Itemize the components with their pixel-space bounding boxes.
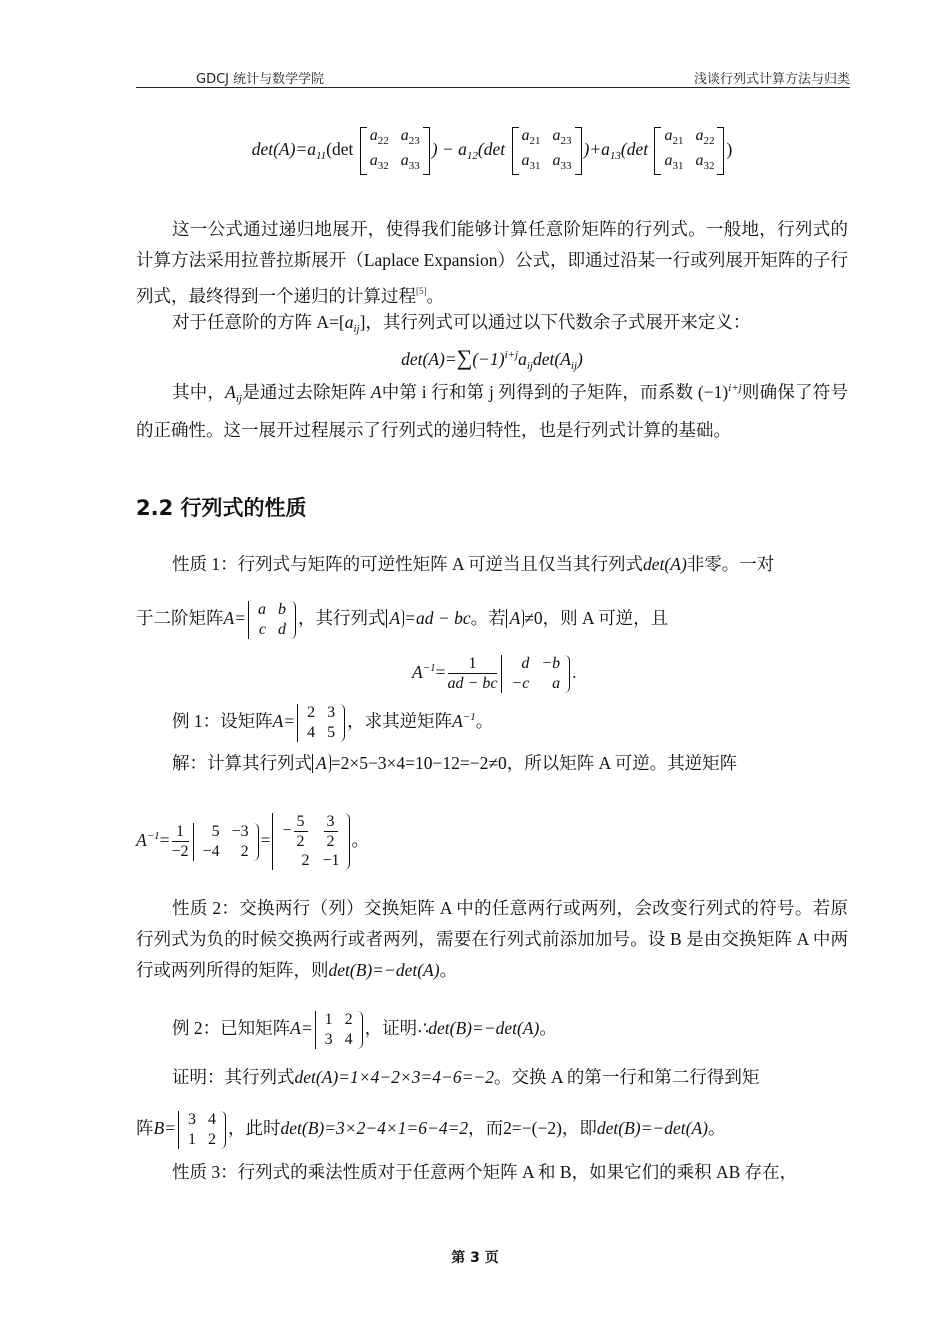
formula-end: ): [726, 139, 733, 160]
sol1-r22: −1: [322, 852, 340, 870]
sol1-result-matrix: [272, 812, 349, 871]
inv-frac-num: 1: [448, 654, 498, 674]
minor-matrix-3: [654, 126, 724, 176]
inv-matrix: [501, 654, 570, 694]
example-1: [172, 695, 848, 743]
inv-A: A: [412, 662, 423, 682]
sol1-r12-den: 2: [326, 833, 335, 851]
proof-m4: det(B)=−det(A): [596, 1118, 708, 1138]
inv-eq: =: [435, 662, 446, 682]
ex2-matrix: [315, 1010, 363, 1050]
sol1-r11: [276, 812, 315, 851]
ex1-matrix: [297, 703, 345, 743]
property-1-line2: [136, 596, 848, 640]
sol1-m11: 5: [211, 822, 220, 840]
matrix-entry-subscript: 22: [703, 135, 715, 147]
sol1-m12: −3: [231, 822, 249, 840]
section-heading-2-2: 2.2 行列式的性质: [136, 496, 307, 520]
proof-line1: [172, 1062, 848, 1093]
p3-Aij: A: [225, 382, 236, 402]
matrix-entry-subscript: 31: [672, 160, 684, 172]
paragraph-laplace: [136, 214, 848, 312]
formula-a11: a: [307, 139, 316, 160]
solution-1-inverse: [136, 800, 848, 876]
paragraph-laplace-end: 。: [426, 286, 444, 306]
sol1-r12: [316, 812, 346, 851]
matrix-entry-subscript: 32: [703, 160, 715, 172]
inv-m12: −b: [541, 654, 561, 672]
ex2-A-eq: A=: [290, 1018, 313, 1038]
prop1-t1: 性质 1：行列式与矩阵的可逆性矩阵 A 可逆当且仅当其行列式: [172, 554, 644, 574]
matrix-entry-letter: a: [552, 152, 561, 169]
prop2-last2: 。: [439, 960, 458, 980]
matrix-entry-letter: a: [664, 152, 673, 169]
p2-aij: a: [344, 312, 354, 332]
proof-m12: 4: [208, 1110, 216, 1128]
proof-line2: [136, 1106, 848, 1150]
sum-a: a: [518, 349, 527, 369]
matrix-entry-letter: a: [369, 152, 378, 169]
proof-t5: ，而: [468, 1118, 504, 1138]
formula-a11-sub: 11: [315, 150, 327, 163]
prop1-t5: 。若: [470, 608, 506, 628]
property-2: [136, 893, 848, 986]
sol1-eq2: =: [260, 830, 271, 850]
m2-21: [516, 151, 547, 176]
matrix-entry-subscript: 31: [529, 160, 541, 172]
sum-close: ): [577, 349, 583, 369]
m1-22: [395, 151, 426, 176]
matrix-entry-subscript: 33: [560, 160, 572, 172]
sum-lhs: det(A)=: [401, 349, 457, 369]
ex1-m21: 4: [307, 723, 316, 741]
matrix-entry-subscript: 33: [408, 160, 420, 172]
matrix-entry-letter: a: [521, 127, 530, 144]
formula-minus: ) − a: [431, 139, 467, 160]
sol1-inv: A: [136, 830, 147, 850]
ex1-A-eq: A=: [272, 711, 296, 731]
inv-m11: d: [521, 654, 530, 672]
prop1-absA2: A: [506, 609, 525, 628]
paragraph-laplace-text: 这一公式通过递归地展开，使得我们能够计算任意阶矩阵的行列式。一般地，行列式的计算方法采用拉普拉斯展开（Laplace Expansion）公式，即通过沿某一行或列展开矩阵的子行列式，最终得到一个递归的计算过程: [136, 219, 848, 306]
matrix-entry-subscript: 23: [560, 135, 572, 147]
prop1-t3: 于二阶矩阵: [136, 608, 224, 628]
prop1-neq: ≠0: [524, 608, 543, 628]
proof-t3: 阵: [136, 1118, 154, 1138]
sum-det-sub: ij: [570, 360, 578, 372]
m1-12: [395, 126, 426, 151]
sol1-frac-den: −2: [171, 843, 189, 861]
header-right: 浅谈行列式计算方法与归类: [693, 72, 850, 87]
prop1-A-eq: A=: [223, 608, 246, 628]
p3-t1: 其中，: [172, 382, 226, 402]
sol1-t1: 解：计算其行列式: [172, 753, 312, 773]
p3-coef: (−1): [697, 382, 729, 402]
proof-t1: 证明：其行列式: [172, 1067, 295, 1087]
sol1-r21: 2: [301, 852, 310, 870]
p3-t2: 是通过去除矩阵: [241, 382, 371, 402]
sol1-r12-frac: [324, 812, 338, 851]
prop1-t6: ，则 A 可逆，且: [542, 608, 669, 628]
property-1-line1: [172, 549, 848, 580]
prop2-last1: 交换矩阵 A 中两行或两列所得的矩阵，则: [136, 929, 848, 980]
citation-5: [5]: [416, 286, 427, 296]
p3-A: A: [370, 382, 382, 402]
prop1-det: det(A): [643, 554, 687, 574]
matrix-entry-subscript: 22: [377, 135, 389, 147]
sol1-inv-exp: −1: [146, 830, 160, 842]
ex2-m22: 4: [344, 1030, 353, 1048]
m3-21: [658, 151, 689, 176]
prop3-text: 性质 3：行列式的乘法性质对于任意两个矩阵 A 和 B，如果它们的乘积 AB 存在，: [172, 1162, 798, 1182]
formula-lhs: det(A)=: [251, 139, 308, 160]
prop1-m11: a: [258, 600, 266, 618]
matrix-entry-letter: a: [369, 127, 378, 144]
ex1-t2: ，求其逆矩阵: [347, 711, 453, 731]
m3-22: [689, 151, 720, 176]
sol1-m21: −4: [202, 842, 220, 860]
inv-frac-den: ad − bc: [447, 675, 498, 693]
sol1-eq: =: [159, 830, 170, 850]
ex2-m11: 1: [324, 1010, 333, 1028]
matrix-entry-subscript: 23: [408, 135, 420, 147]
ex2-m12: 2: [344, 1010, 353, 1028]
ex1-m22: 5: [327, 723, 336, 741]
sol1-calc: =2×5−3×4=10−12=−2≠0: [330, 753, 507, 773]
m3-12: [689, 126, 720, 151]
p3-t3: 中第 i 行和第 j 列得到的子矩阵，而系数: [381, 382, 698, 402]
ex1-inv: A: [452, 711, 463, 731]
matrix-entry-subscript: 21: [672, 135, 684, 147]
sol1-frac-num: 1: [172, 822, 189, 842]
proof-m1: det(A)=1×4−2×3=4−6=−2: [294, 1067, 494, 1087]
prop1-m21: c: [258, 620, 266, 638]
sol1-fraction: [172, 822, 189, 861]
property-1-inverse-formula: [412, 644, 848, 696]
proof-m21: 1: [188, 1130, 196, 1148]
sum-symbol: ∑: [456, 345, 473, 370]
sol1-absA: A: [312, 754, 331, 773]
example-2: [172, 1006, 848, 1050]
sol1-matrix: [193, 822, 259, 862]
p2-text2: ]，其行列式可以通过以下代数余子式展开来定义：: [359, 312, 751, 332]
sum-exp: i+j: [504, 349, 519, 361]
m1-11: [364, 126, 395, 151]
matrix-entry-subscript: 32: [377, 160, 389, 172]
proof-m22: 2: [208, 1130, 216, 1148]
p2-text1: 对于任意阶的方阵 A=[: [172, 312, 345, 332]
ex2-t2: ，证明: [364, 1018, 418, 1038]
minor-matrix-1: [360, 126, 430, 176]
proof-B-eq: B=: [153, 1118, 176, 1138]
inv-end: .: [572, 662, 577, 682]
sol1-t2: ，所以矩阵 A 可逆。其逆矩阵: [506, 753, 738, 773]
paragraph-minor-explain: [136, 373, 848, 446]
prop2-math: det(B)=−det(A): [328, 960, 440, 980]
ex1-m11: 2: [307, 703, 316, 721]
header-rule: [136, 87, 850, 88]
m1-21: [364, 151, 395, 176]
formula-cofactor-3x3: [136, 126, 848, 176]
inv-exp: −1: [422, 662, 436, 674]
solution-1-line1: [172, 748, 848, 779]
proof-t7: 。: [707, 1118, 726, 1138]
sol1-end: 。: [351, 830, 370, 850]
formula-det3: (det: [620, 139, 649, 160]
matrix-entry-subscript: 21: [529, 135, 541, 147]
formula-a13-sub: 13: [609, 150, 621, 163]
proof-t6: ，即: [561, 1118, 597, 1138]
inv-m22: a: [552, 674, 561, 692]
sum-a-sub: ij: [526, 360, 533, 372]
proof-m2: det(B)=3×2−4×1=6−4=2: [280, 1118, 469, 1138]
prop2-text: 性质 2：交换两行（列）交换矩阵 A 中的任意两行或两列，会改变行列式的符号。若原行列式为负的时候交换两行或者两列，需要在行列式前添加加号。设 B 是由: [136, 898, 848, 949]
prop1-absA: A: [386, 609, 405, 628]
proof-matrix: [178, 1110, 226, 1150]
formula-det2: (det: [477, 139, 506, 160]
property-3: [172, 1157, 848, 1188]
formula-plus: )+a: [583, 139, 610, 160]
ex2-math: ∴det(B)=−det(A): [417, 1018, 540, 1038]
minor-matrix-2: [512, 126, 582, 176]
sum-det: det(A: [533, 349, 571, 369]
prop1-t2: 非零。一对: [686, 554, 775, 574]
inv-m21: −c: [511, 674, 530, 692]
formula-det-word: (det: [326, 139, 354, 160]
sol1-r12-num: 3: [324, 812, 338, 832]
prop1-matrix: [248, 600, 296, 640]
p2-aij-sub: ij: [353, 323, 360, 335]
formula-a12-sub: 12: [466, 150, 478, 163]
ex1-m12: 3: [327, 703, 336, 721]
proof-m11: 3: [188, 1110, 196, 1128]
ex2-t1: 例 2：已知矩阵: [172, 1018, 291, 1038]
matrix-entry-letter: a: [664, 127, 673, 144]
m2-11: [516, 126, 547, 151]
matrix-entry-letter: a: [400, 152, 409, 169]
proof-m3: 2=−(−2): [503, 1118, 562, 1138]
p3-Aij-sub: ij: [235, 393, 242, 405]
prop1-m22: d: [278, 620, 286, 638]
proof-t2: 。交换 A 的第一行和第二行得到矩: [493, 1067, 760, 1087]
matrix-entry-letter: a: [695, 127, 704, 144]
m2-22: [547, 151, 578, 176]
sol1-m22: 2: [240, 842, 249, 860]
matrix-entry-letter: a: [521, 152, 530, 169]
page-number: 第 3 页: [451, 1250, 499, 1266]
ex1-t3: 。: [475, 711, 494, 731]
m3-11: [658, 126, 689, 151]
inv-fraction: [448, 654, 498, 693]
sol1-r11-num: 5: [294, 812, 308, 832]
proof-t4: ，此时: [228, 1118, 281, 1138]
prop1-eq: =ad − bc: [404, 608, 471, 628]
ex2-t3: 。: [539, 1018, 557, 1038]
ex2-m21: 3: [324, 1030, 333, 1048]
p3-coef-exp: i+j: [728, 382, 742, 394]
ex1-t1: 例 1：设矩阵: [172, 711, 273, 731]
sol1-r11-den: 2: [296, 833, 305, 851]
sum-term: (−1): [472, 349, 505, 369]
matrix-entry-letter: a: [695, 152, 704, 169]
prop1-m12: b: [278, 600, 286, 618]
ex1-inv-exp: −1: [462, 711, 476, 723]
prop1-t4: ，其行列式: [298, 608, 386, 628]
m2-12: [547, 126, 578, 151]
matrix-entry-letter: a: [552, 127, 561, 144]
matrix-entry-letter: a: [400, 127, 409, 144]
sol1-r11-frac: [294, 812, 308, 851]
header-left: GDCJ 统计与数学学院: [196, 72, 325, 87]
p3-t4: 则确保了符号的正确性。这一展开过程展示了行列式的递归特性，也是行列式计算的基础。: [136, 382, 849, 440]
sol1-r11-sign: −: [282, 822, 292, 840]
